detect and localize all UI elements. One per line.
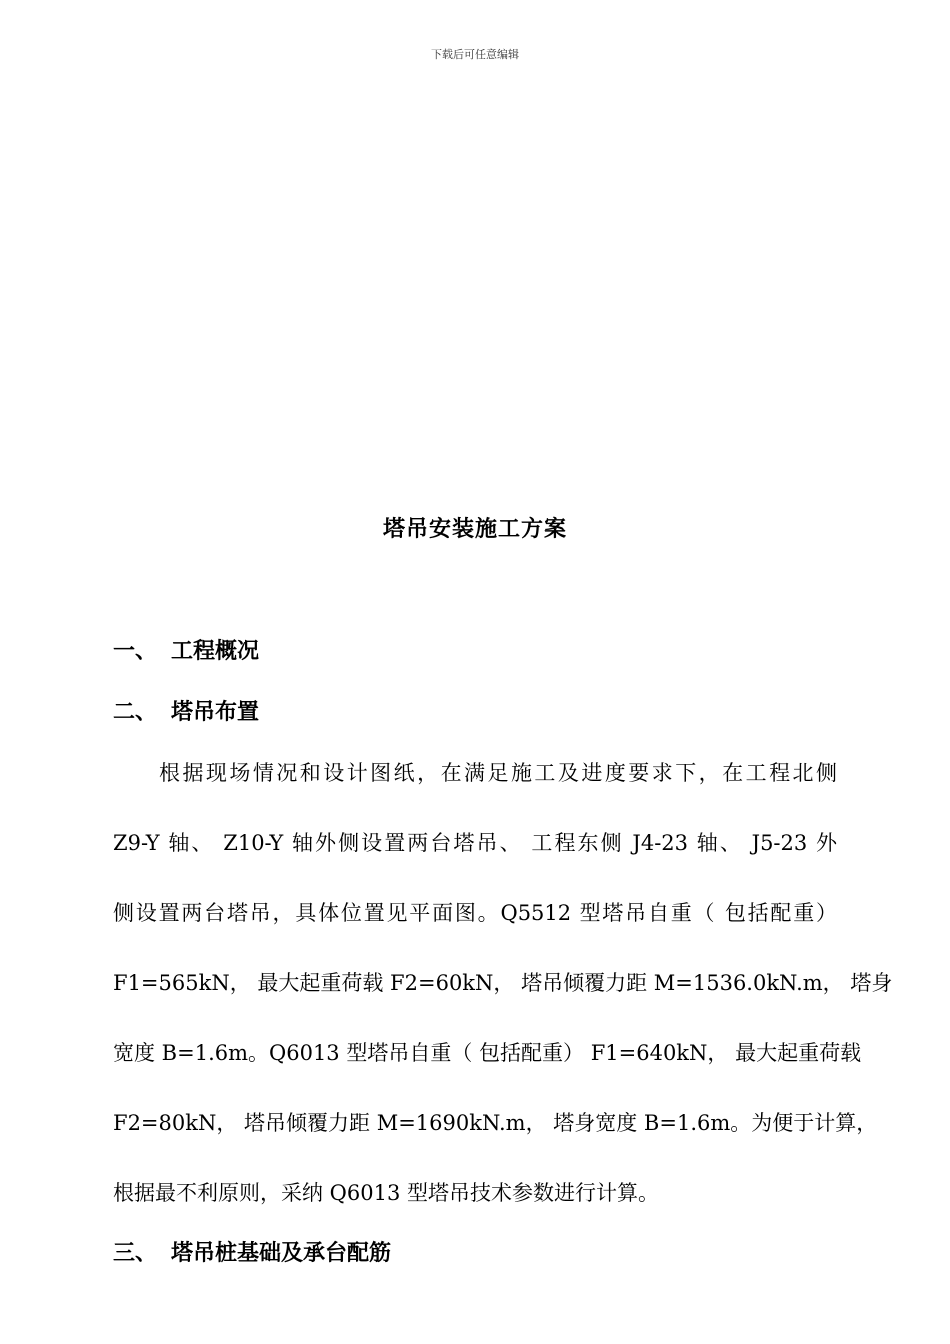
paragraph-line: F2=80kN， 塔吊倾覆力距 M=1690kN.m， 塔身宽度 B=1.6m。为便于计算， bbox=[113, 1111, 878, 1135]
section-title: 工程概况 bbox=[171, 639, 260, 664]
paragraph-line: Z9-Y 轴、 Z10-Y 轴外侧设置两台塔吊、 工程东侧 J4-23 轴、 J5-23 外 bbox=[113, 831, 837, 855]
section-number: 二、 bbox=[113, 700, 158, 725]
section-title: 塔吊桩基础及承台配筋 bbox=[171, 1241, 392, 1266]
paragraph-line: 宽度 B=1.6m。Q6013 型塔吊自重（ 包括配重） F1=640kN， 最大起重荷载 bbox=[113, 1041, 862, 1065]
paragraph-line: 根据现场情况和设计图纸，在满足施工及进度要求下，在工程北侧 bbox=[159, 761, 837, 785]
header-note: 下载后可任意编辑 bbox=[431, 48, 519, 61]
section-title: 塔吊布置 bbox=[171, 700, 260, 725]
section-heading-1 bbox=[113, 634, 259, 665]
paragraph-line: F1=565kN， 最大起重荷载 F2=60kN， 塔吊倾覆力距 M=1536.0kN.m， 塔身 bbox=[113, 971, 893, 995]
document-title: 塔吊安装施工方案 bbox=[382, 517, 567, 542]
paragraph-line: 侧设置两台塔吊，具体位置见平面图。Q5512 型塔吊自重（ 包括配重） bbox=[113, 901, 837, 925]
paragraph-line: 根据最不利原则，采纳 Q6013 型塔吊技术参数进行计算。 bbox=[113, 1181, 660, 1205]
section-number: 一、 bbox=[113, 639, 158, 664]
section-heading-2 bbox=[113, 695, 259, 726]
section-heading-3 bbox=[113, 1236, 391, 1267]
section-number: 三、 bbox=[113, 1241, 158, 1266]
